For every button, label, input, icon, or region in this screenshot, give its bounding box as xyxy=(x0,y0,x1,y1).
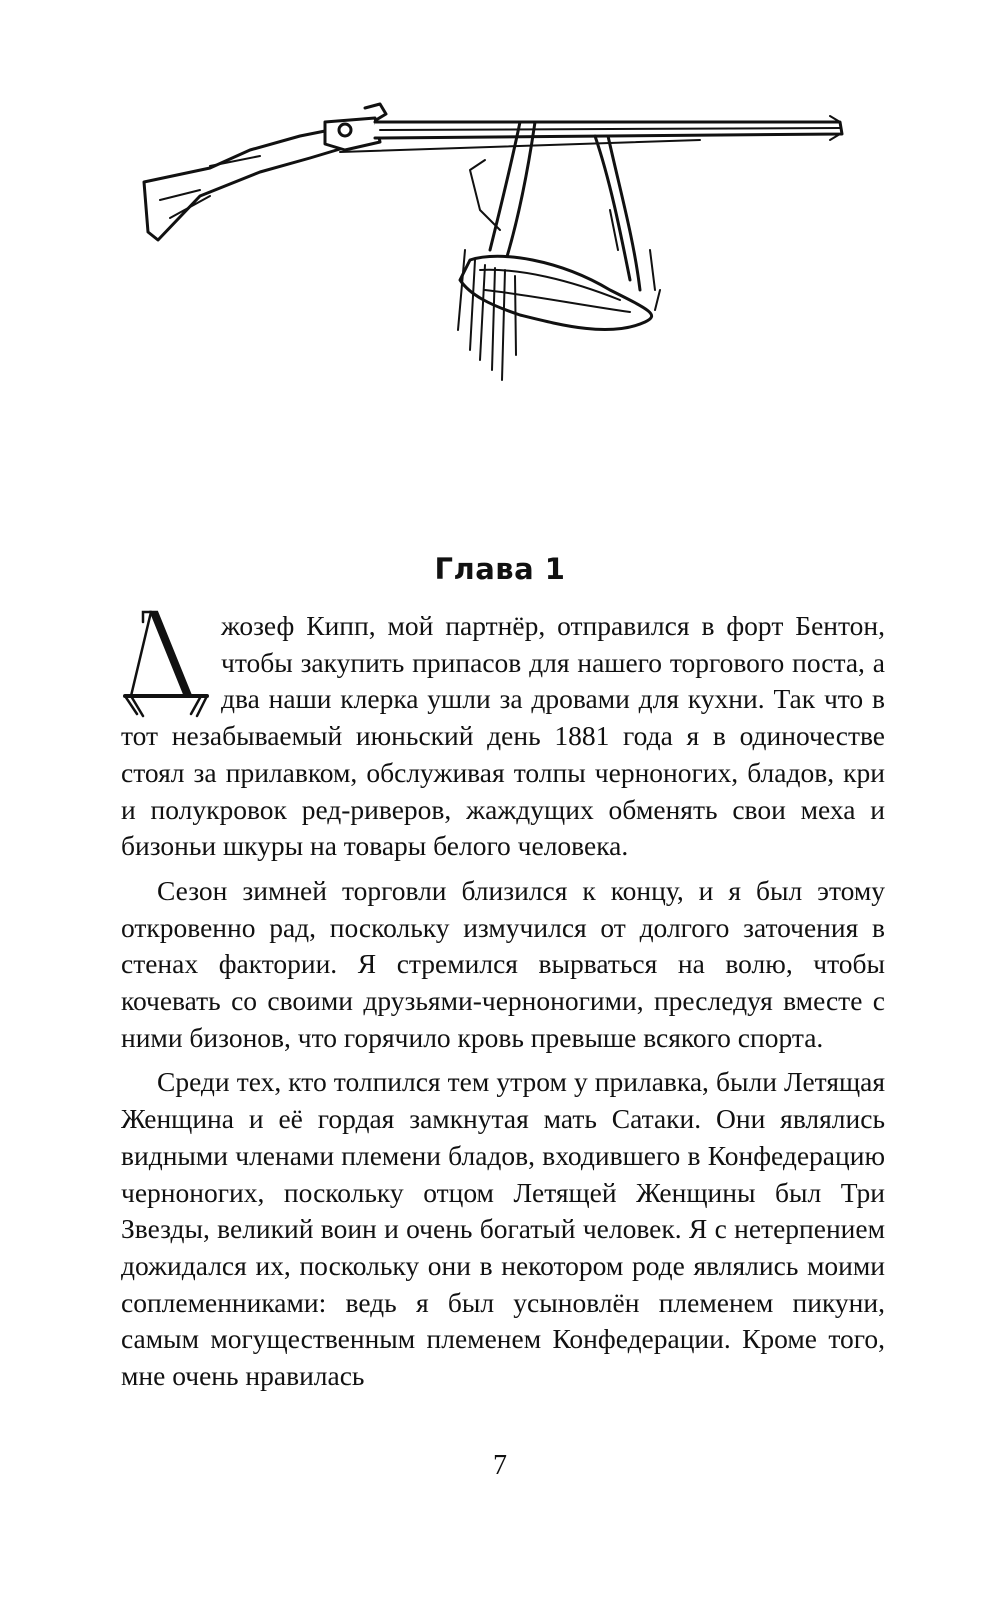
rifle-powder-horn-illustration xyxy=(140,100,860,400)
dropcap-text: Д xyxy=(121,608,122,609)
chapter-title: Глава 1 xyxy=(434,552,566,586)
body-text xyxy=(121,608,885,1395)
paragraph: Сезон зимней торговли близился к концу, и я был этому откровенно рад, поскольку измучился от долгого заточения в стенах фактории. Я стремился вырваться на волю, чтобы кочевать со своими друзьями-черноногими, преследуя вместе с ними бизонов, что горячило кровь превыше всякого спорта. xyxy=(121,874,885,1053)
paragraph: Среди тех, кто толпился тем утром у прилавка, были Летящая Женщина и её гордая замкнутая мать Сатаки. Они являлись видными членами племени бладов, входившего в Конфедерацию черноногих, поскольку отцом Летящей Женщины был Три Звезды, великий воин и очень богатый человек. Я с нетерпением дожидался их, поскольку они в некотором роде являлись моими соплеменниками: ведь я был усыновлён племенем пикуни, самым могущественным племенем Конфедерации. Кроме того, мне очень нравилась xyxy=(121,1066,885,1392)
paragraph: жозеф Кипп, мой партнёр, отправился в форт Бентон, чтобы закупить припасов для нашего торгового поста, а два наши клерка ушли за дровами для кухни. Так что в тот незабываемый июньский день 1881 года я в одиночестве стоял за прилавком, обслуживая толпы черноногих, бладов, кри и полукровок ред-риверов, жаждущих обменять свои меха и бизоньи шкуры на товары белого человека. xyxy=(121,610,885,862)
page-number: 7 xyxy=(493,1450,507,1481)
dropcap-letter xyxy=(121,608,213,718)
